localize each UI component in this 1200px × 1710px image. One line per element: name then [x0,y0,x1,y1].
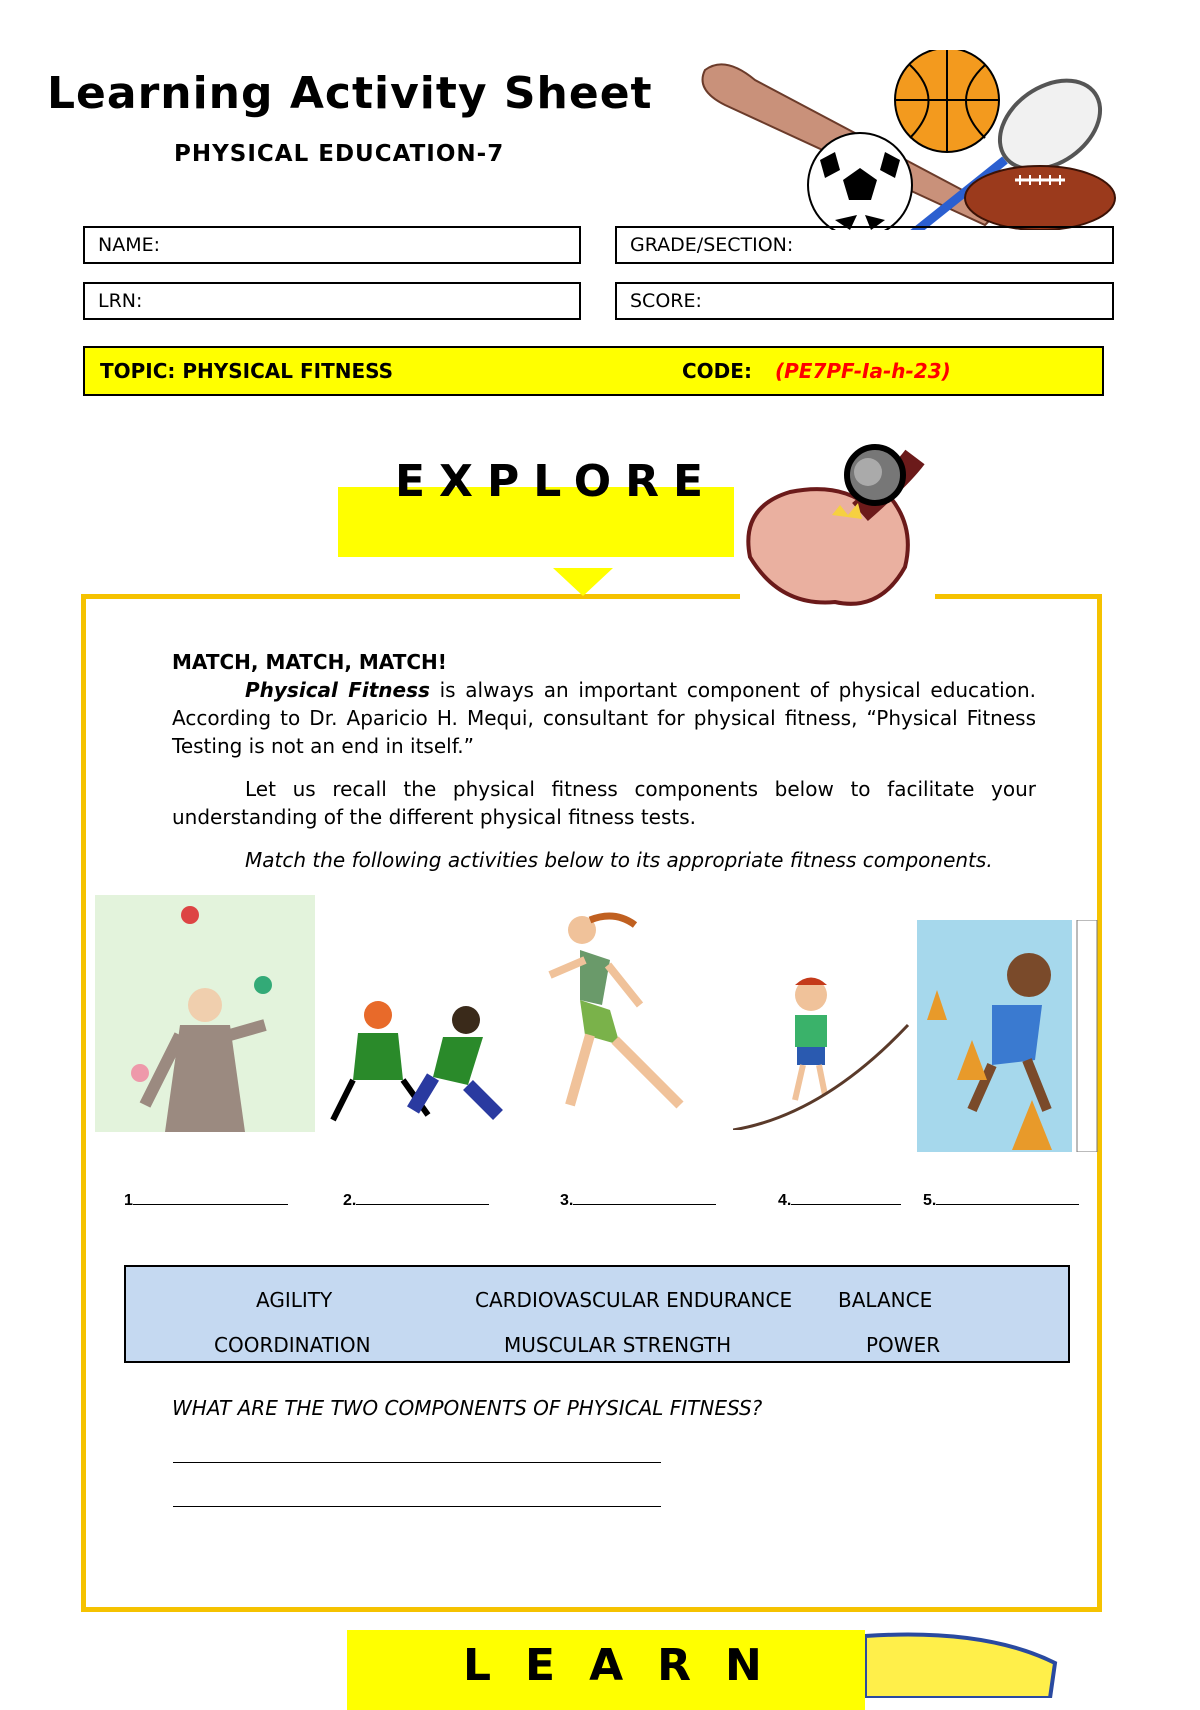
balance-beam-boy-image [733,975,913,1130]
paragraph-1-rest: is always an important component of physical education. According to Dr. Aparicio H. Mequi, consultant for physical fitness, “Physical Fitness Testing is not an end in itself.” [172,678,1036,758]
american-football-icon [965,166,1115,230]
sit-ups-image [318,995,508,1125]
answer-line-1[interactable] [173,1462,661,1463]
score-field[interactable]: SCORE: [615,282,1114,320]
answer-blank-3[interactable]: 3. [560,1190,716,1210]
sheet-subtitle: PHYSICAL EDUCATION-7 [174,141,505,167]
soccer-ball-icon [808,133,912,230]
choices-box [124,1265,1070,1363]
choice-power: POWER [866,1333,941,1357]
choice-coordination: COORDINATION [214,1333,371,1357]
paragraph-1 [172,676,1036,760]
choice-cardiovascular-endurance: CARDIOVASCULAR ENDURANCE [475,1288,793,1312]
juggling-image [95,895,315,1132]
running-woman-image [540,905,710,1115]
flexed-arm-dumbbell-icon [740,437,935,617]
down-arrow-icon [553,568,613,596]
grade-section-field[interactable]: GRADE/SECTION: [615,226,1114,264]
basketball-icon [895,50,999,152]
choice-balance: BALANCE [838,1288,933,1312]
name-field[interactable]: NAME: [83,226,581,264]
sheet-title: Learning Activity Sheet [47,68,653,119]
answer-blank-5[interactable]: 5. [923,1190,1079,1210]
agility-cones-image [917,920,1102,1152]
answer-blank-1[interactable]: 1 [124,1190,288,1210]
code-value: (PE7PF-Ia-h-23) [775,359,951,383]
physical-fitness-term: Physical Fitness [245,678,430,702]
question-text: WHAT ARE THE TWO COMPONENTS OF PHYSICAL FITNESS? [172,1396,763,1420]
learn-heading: LEARN [463,1640,796,1691]
sports-equipment-illustration [685,50,1145,230]
activity-text [172,648,1036,874]
choice-muscular-strength: MUSCULAR STRENGTH [504,1333,732,1357]
paragraph-3: Match the following activities below to its appropriate fitness components. [245,848,993,872]
blue-banner-ribbon-icon [865,1628,1065,1698]
answer-line-2[interactable] [173,1506,661,1507]
answer-blank-2[interactable]: 2. [343,1190,489,1210]
code-label: CODE: [682,359,752,383]
topic-bar [83,346,1104,396]
paragraph-2: Let us recall the physical fitness components below to facilitate your understanding of the different physical fitness tests. [172,777,1036,829]
lrn-field[interactable]: LRN: [83,282,581,320]
explore-heading: EXPLORE [395,456,718,507]
choice-agility: AGILITY [256,1288,333,1312]
activity-title: MATCH, MATCH, MATCH! [172,650,447,674]
answer-blank-4[interactable]: 4. [778,1190,901,1210]
topic-label: TOPIC: PHYSICAL FITNESS [100,359,394,383]
